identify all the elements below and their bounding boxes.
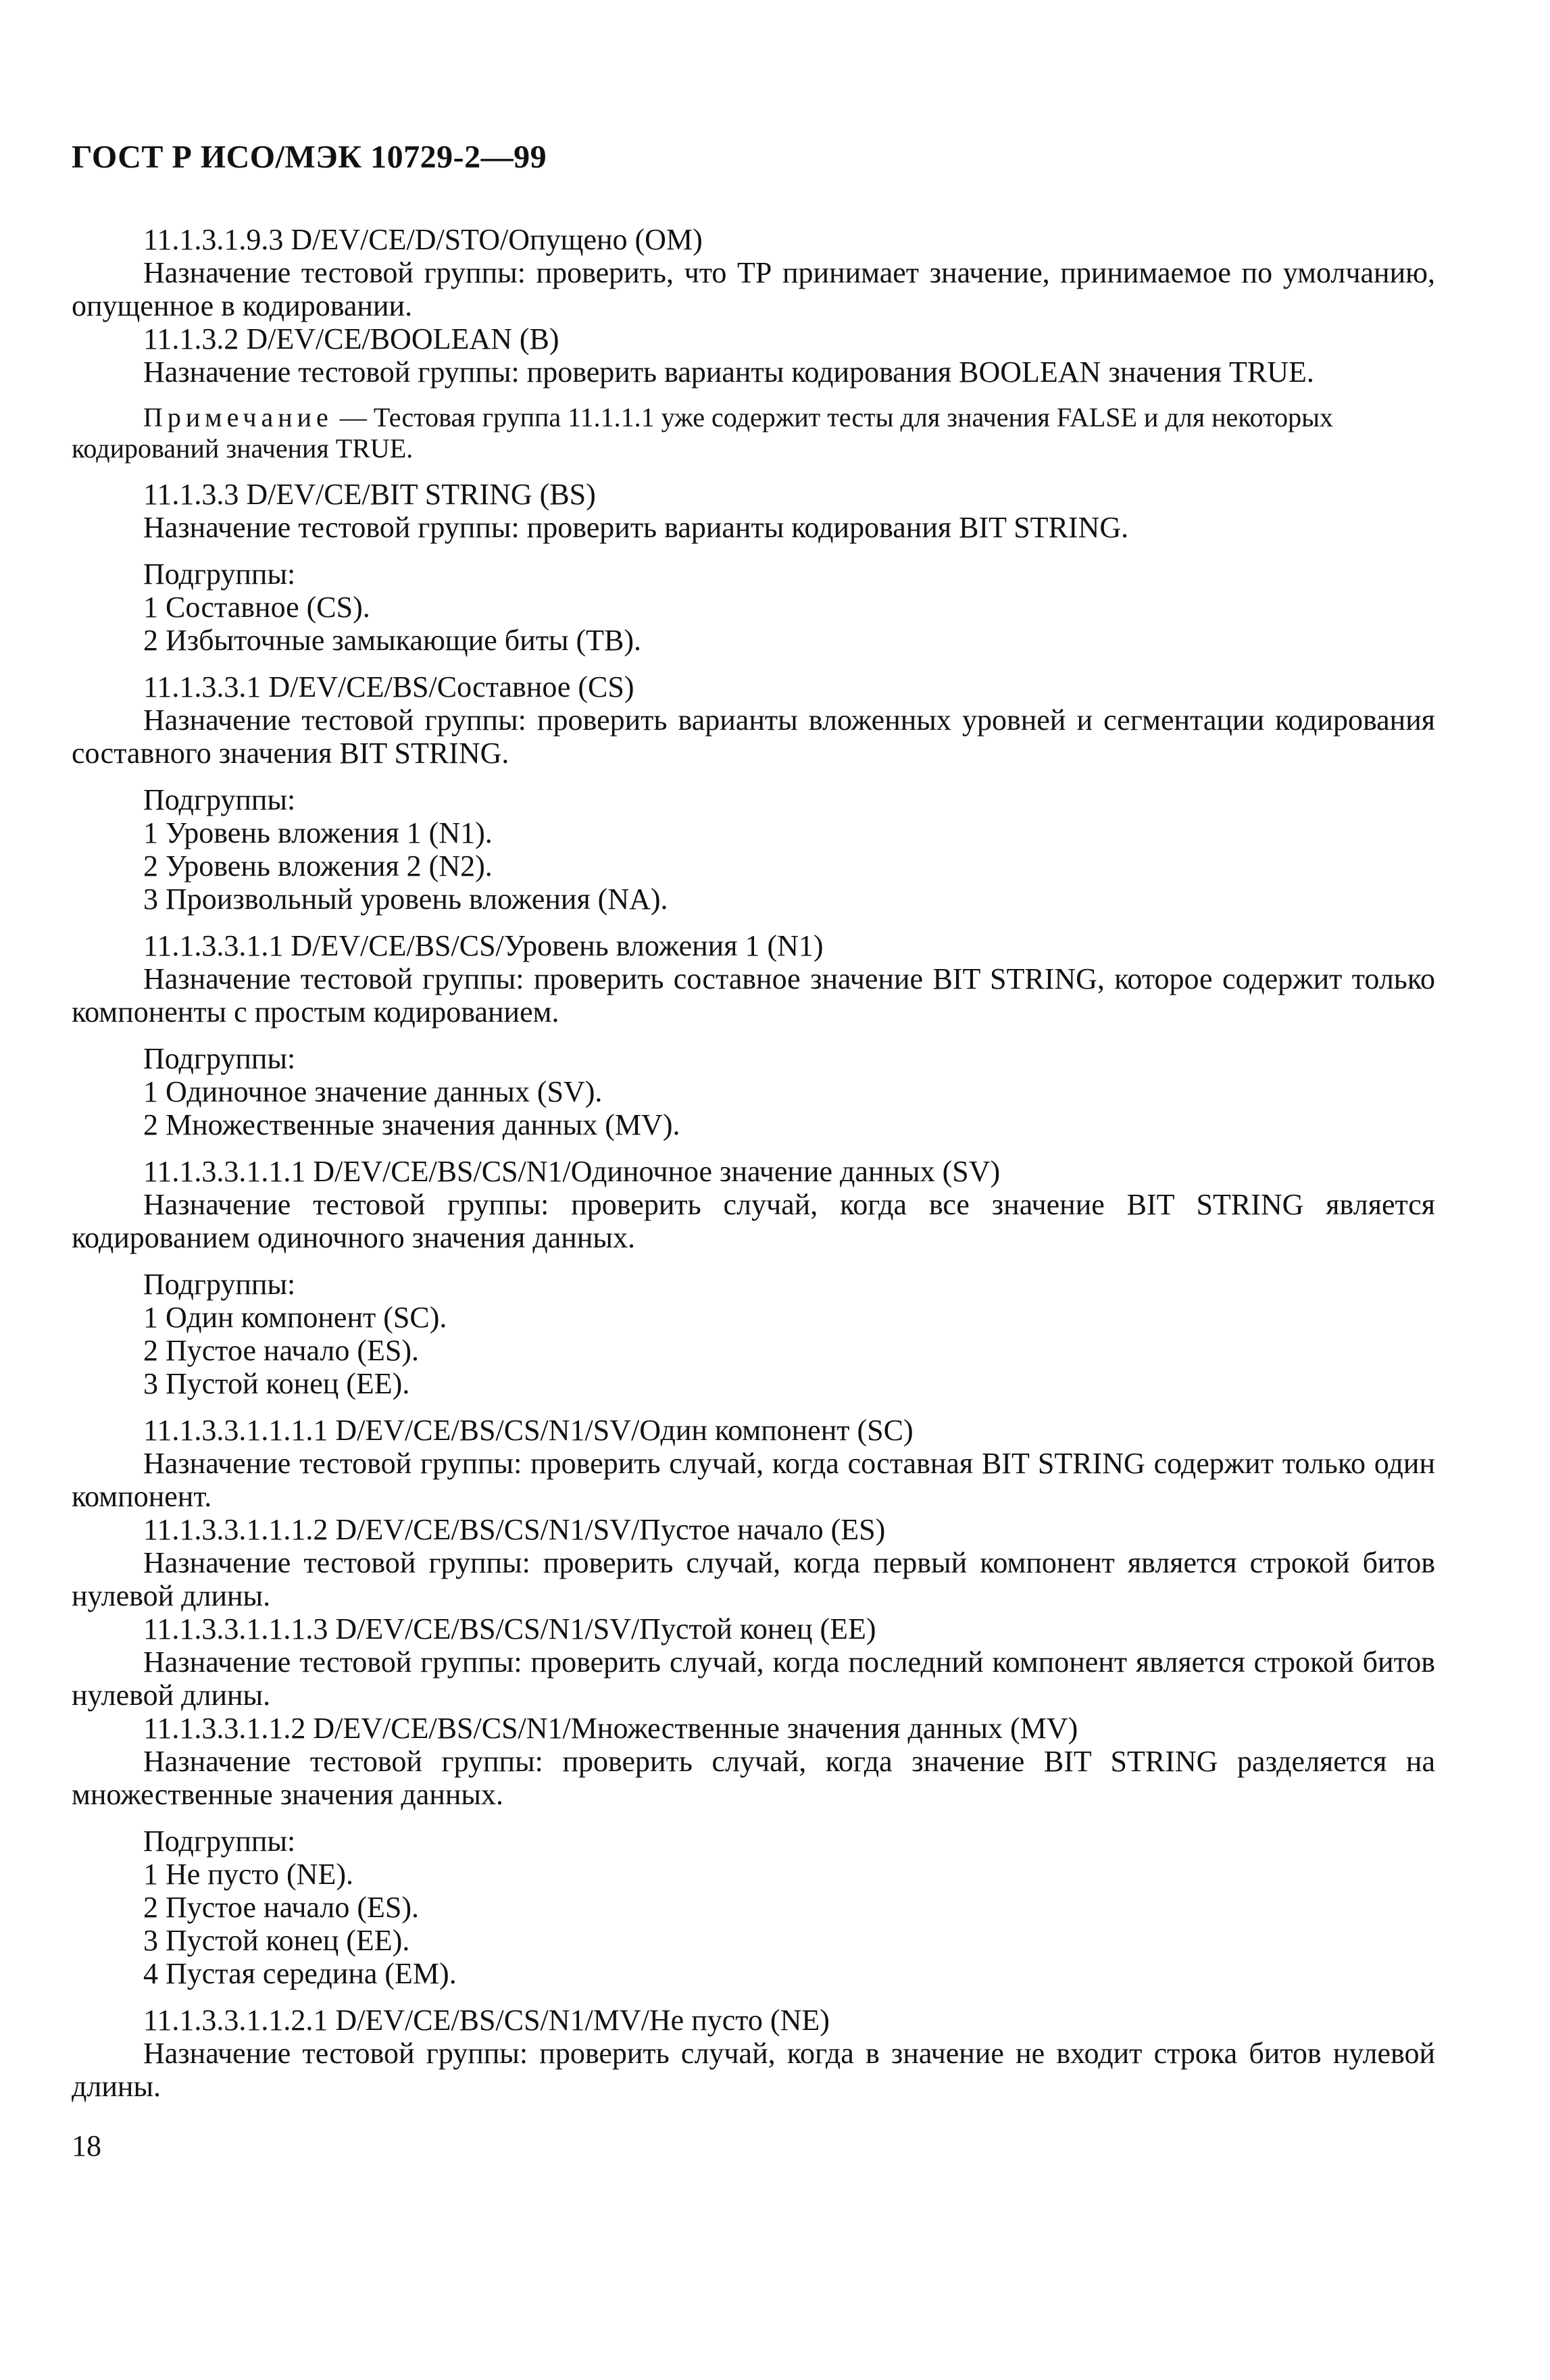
list-item: 1 Один компонент (SC). <box>143 1301 447 1334</box>
subgroups-label: Подгруппы: <box>143 1042 296 1075</box>
paragraph: Назначение тестовой группы: проверить случай, когда значение BIT STRING разделяется на множественные значения данных. <box>72 1745 1435 1811</box>
list-item: 1 Составное (CS). <box>143 591 370 624</box>
section-heading: 11.1.3.1.9.3 D/EV/CE/D/STO/Опущено (ОМ) <box>143 223 703 256</box>
paragraph: Назначение тестовой группы: проверить случай, когда в значение не входит строка битов нулевой длины. <box>72 2037 1435 2103</box>
list-item: 3 Пустой конец (ЕЕ). <box>143 1367 410 1400</box>
section-heading: 11.1.3.3.1.1.1.1 D/EV/CE/BS/CS/N1/SV/Один компонент (SC) <box>143 1414 914 1447</box>
subgroups-label: Подгруппы: <box>143 1825 296 1858</box>
list-item: 2 Избыточные замыкающие биты (ТВ). <box>143 624 642 657</box>
document-header: ГОСТ Р ИСО/МЭК 10729-2—99 <box>72 139 547 175</box>
paragraph: Назначение тестовой группы: проверить случай, когда первый компонент является строкой битов нулевой длины. <box>72 1546 1435 1612</box>
list-item: 3 Пустой конец (ЕЕ). <box>143 1924 410 1957</box>
section-heading: 11.1.3.3.1.1.1 D/EV/CE/BS/CS/N1/Одиночное значение данных (SV) <box>143 1155 1001 1188</box>
paragraph: Назначение тестовой группы: проверить варианты кодирования BIT STRING. <box>143 511 1129 544</box>
note <box>72 402 1435 464</box>
document-body <box>72 223 1435 2103</box>
list-item: 1 Уровень вложения 1 (N1). <box>143 816 493 849</box>
list-item: 2 Пустое начало (ES). <box>143 1891 419 1924</box>
list-item: 1 Одиночное значение данных (SV). <box>143 1075 603 1108</box>
note-label: Примечание <box>143 402 333 432</box>
paragraph: Назначение тестовой группы: проверить варианты вложенных уровней и сегментации кодирования составного значения BIT STRING. <box>72 703 1435 770</box>
paragraph: Назначение тестовой группы: проверить варианты кодирования BOOLEAN значения TRUE. <box>143 355 1314 389</box>
section-heading: 11.1.3.3.1 D/EV/CE/BS/Составное (CS) <box>143 670 634 703</box>
list-item: 2 Уровень вложения 2 (N2). <box>143 849 493 883</box>
subgroups-label: Подгруппы: <box>143 783 296 816</box>
section-heading: 11.1.3.3 D/EV/CE/BIT STRING (BS) <box>143 478 596 511</box>
paragraph: Назначение тестовой группы: проверить составное значение BIT STRING, которое содержит только компоненты с простым кодированием. <box>72 962 1435 1028</box>
section-heading: 11.1.3.3.1.1.1.3 D/EV/CE/BS/CS/N1/SV/Пустой конец (ЕЕ) <box>143 1612 876 1645</box>
subgroups-label: Подгруппы: <box>143 557 296 591</box>
section-heading: 11.1.3.3.1.1.2 D/EV/CE/BS/CS/N1/Множественные значения данных (MV) <box>143 1712 1078 1745</box>
list-item: 2 Пустое начало (ES). <box>143 1334 419 1367</box>
paragraph: Назначение тестовой группы: проверить, что ТР принимает значение, принимаемое по умолчанию, опущенное в кодировании. <box>72 256 1435 322</box>
list-item: 3 Произвольный уровень вложения (NA). <box>143 883 668 916</box>
section-heading: 11.1.3.3.1.1.1.2 D/EV/CE/BS/CS/N1/SV/Пустое начало (ES) <box>143 1513 886 1546</box>
section-heading: 11.1.3.3.1.1 D/EV/CE/BS/CS/Уровень вложения 1 (N1) <box>143 929 824 962</box>
page-number: 18 <box>72 2129 101 2162</box>
list-item: 4 Пустая середина (ЕМ). <box>143 1957 457 1990</box>
subgroups-label: Подгруппы: <box>143 1268 296 1301</box>
list-item: 1 Не пусто (NE). <box>143 1858 353 1891</box>
paragraph: Назначение тестовой группы: проверить случай, когда составная BIT STRING содержит только один компонент. <box>72 1447 1435 1513</box>
section-heading: 11.1.3.2 D/EV/CE/BOOLEAN (В) <box>143 322 559 355</box>
paragraph: Назначение тестовой группы: проверить случай, когда последний компонент является строкой битов нулевой длины. <box>72 1645 1435 1712</box>
list-item: 2 Множественные значения данных (MV). <box>143 1108 680 1141</box>
section-heading: 11.1.3.3.1.1.2.1 D/EV/CE/BS/CS/N1/MV/Не пусто (NE) <box>143 2004 830 2037</box>
note-text: — Тестовая группа 11.1.1.1 уже содержит тесты для значения FALSE и для некоторых кодирований значения TRUE. <box>72 402 1333 464</box>
paragraph: Назначение тестовой группы: проверить случай, когда все значение BIT STRING является кодированием одиночного значения данных. <box>72 1188 1435 1254</box>
